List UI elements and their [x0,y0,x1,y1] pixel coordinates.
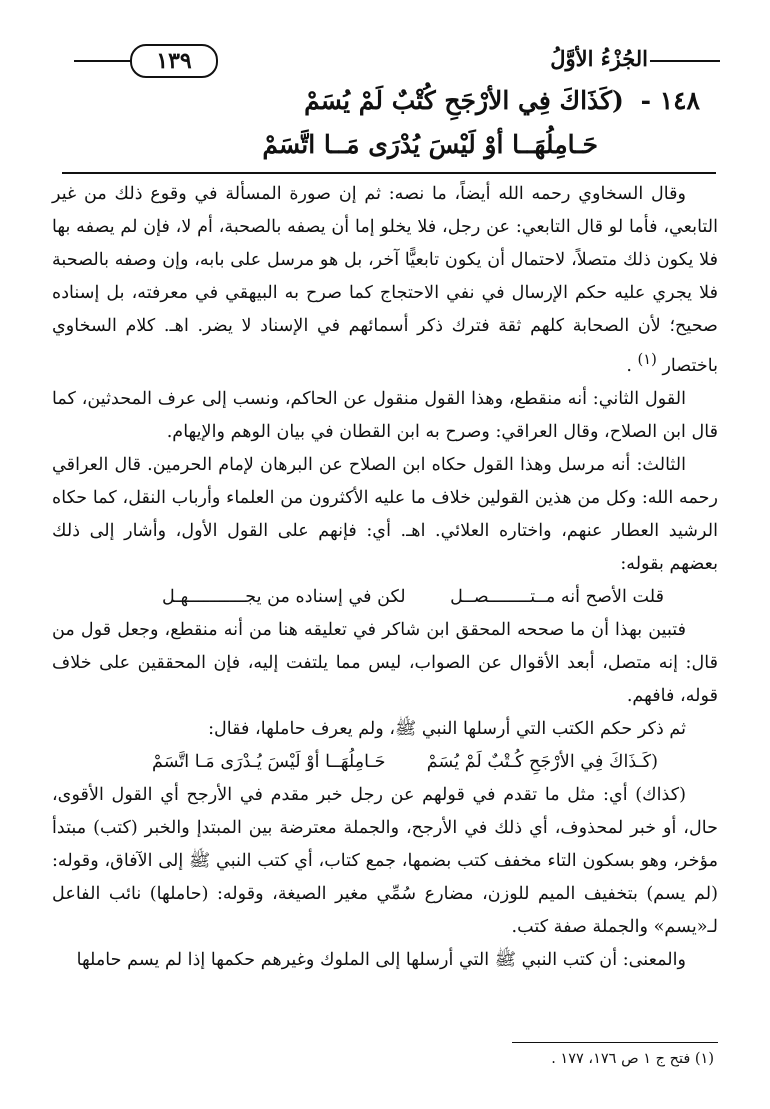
footnote-rule [512,1042,718,1043]
paragraph-end: . [626,355,632,376]
paragraph: القول الثاني: أنه منقطع، وهذا القول منقول عن الحاكم، ونسب إلى عرف المحدثين، كما قال ابن الصلاح، وقال العراقي: وصرح به ابن القطان في بيان الوهم والإيهام. [52,388,718,442]
body-text [52,178,718,977]
paragraph: والمعنى: أن كتب النبي ﷺ التي أرسلها إلى الملوك وغيرهم حكمها إذا لم يسم حاملها [76,949,686,970]
verse-first-hemistich: (كَذَاكَ فِي الأرْجَحِ كُتْبٌ لَمْ يُسَمْ [304,86,624,115]
poem-hemistich: لكن في إسناده من يجـــــــــــهـل [162,586,406,607]
poem-hemistich: (كَـذَاكَ فِي الأرْجَحِ كُـتْبٌ لَمْ يُسَمْ [426,751,658,772]
footnote-ref: (١) [637,351,657,368]
header-rule-right [650,60,720,62]
poem-line [52,746,718,779]
running-title: الجُزْءُ الأوَّلُ [550,46,648,71]
paragraph [52,178,718,383]
poem-hemistich: قلت الأصح أنه مــتــــــــصــل [450,586,664,607]
paragraph-text: وقال السخاوي رحمه الله أيضاً، ما نصه: ثم إن صورة المسألة في وقوع ذلك من غير التابعي، فأما لو قال التابعي: عن رجل، فلا يخلو إما أن يصفه بالصحبة، أم لا، فإن لم يصفه بها فلا يكون ذلك متصلاً، لاحتمال أن يكون تابعيًّا آخر، بل هو مرسل على بابه، وإن وصفه بالصحبة فلا يجري عليه حكم الإرسال في نفي الاحتجاج كما صرح به البيهقي في معرفته، بل إسناده صحيح؛ لأن الصحابة كلهم ثقة فترك ذكر أسمائهم في الإسناد لا يضر. اهـ. كلام السخاوي باختصار [52,184,718,376]
poem-hemistich: حَـامِلُهَــا أوْ لَيْسَ يُـدْرَى مَـا اتَّسَمْ [152,751,386,772]
page-number: ١٣٩ [130,44,218,78]
header-rule-left [74,60,130,62]
poem-line [52,581,718,614]
page-header [60,40,720,80]
paragraph: (كذاك) أي: مثل ما تقدم في قولهم عن رجل خبر مقدم في الأرجح أي القول الأقوى، حال، أو خبر لمحذوف، أي ذلك في الأرجح، والجملة معترضة بين المبتدإ والخبر (كتب) مبتدأ مؤخر، وهو بسكون التاء مخفف كتب بضمها، جمع كتاب، أي كتب النبي ﷺ إلى الآفاق، وقوله: (لم يسم) بتخفيف الميم للوزن، مضارع سُمِّي مغير الصيغة، وقوله: (حاملها) نائب الفاعل لـ«يسم» والجملة صفة كتب. [52,784,718,937]
footnote: (١) فتح ج ١ ص ١٧٦، ١٧٧ . [551,1051,714,1067]
verse-line-1 [80,86,700,115]
verse-divider [62,172,716,174]
paragraph: فتبين بهذا أن ما صححه المحقق ابن شاكر في تعليقه هنا من أنه منقطع، وجعل قول من قال: إنه متصل، أبعد الأقوال عن الصواب، ليس مما يلتفت إليه، فإن المحققين على خلاف قوله، فافهم. [52,619,718,706]
verse-number: ١٤٨ - [640,86,700,115]
verse-second-hemistich: حَـامِلُهَــا أوْ لَيْسَ يُدْرَى مَــا اتَّسَمْ [262,130,598,159]
paragraph: ثم ذكر حكم الكتب التي أرسلها النبي ﷺ، ولم يعرف حاملها، فقال: [208,718,686,739]
paragraph: الثالث: أنه مرسل وهذا القول حكاه ابن الصلاح عن البرهان لإمام الحرمين. قال العراقي رحمه الله: وكل من هذين القولين خلاف ما عليه الأكثرون من العلماء وأرباب النقل، كما حكاه الرشيد العطار عنهم، واختاره العلائي. اهـ. أي: فإنهم على القول الأول، وأشار إلى ذلك بعضهم بقوله: [52,454,718,574]
